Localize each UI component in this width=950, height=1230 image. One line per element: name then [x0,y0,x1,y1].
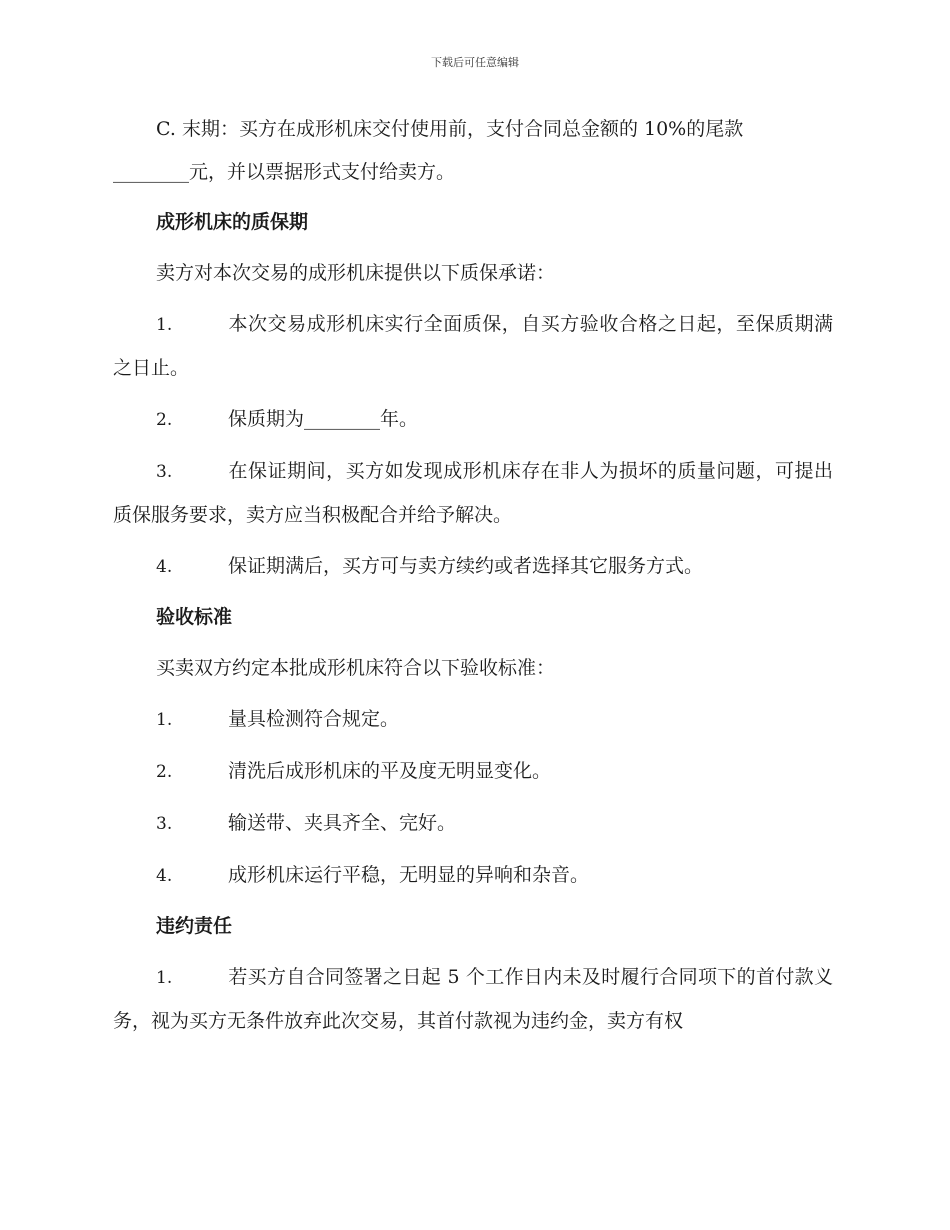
warranty-intro: 卖方对本次交易的成形机床提供以下质保承诺： [156,262,556,284]
list-number: 1. [156,968,173,988]
warranty-item-2 [113,398,833,442]
list-number: 3. [156,814,173,834]
final-payment-text-after: 元，并以票据形式支付给卖方。 [189,161,456,183]
breach-heading: 违约责任 [156,915,233,937]
list-item-text: 若买方自合同签署之日起 5 个工作日内未及时履行合同项下的首付款义务，视为买方无条件放弃此次交易，其首付款视为违约金，卖方有权 [113,966,833,1032]
list-number: 3. [156,462,173,482]
warranty-item-3 [113,450,833,537]
warranty-period-blank: ________ [304,408,381,430]
list-number: 4. [156,866,173,886]
acceptance-item-4 [113,854,833,898]
final-payment-text-before: C. 末期：买方在成形机床交付使用前，支付合同总金额的 10%的尾款 [156,118,744,140]
warranty-item-1 [113,303,833,390]
final-payment-blank: ________ [113,161,189,183]
list-item-text: 输送带、夹具齐全、完好。 [228,812,457,834]
list-item-text-after: 年。 [380,408,419,430]
acceptance-item-1 [113,698,833,742]
list-item-text: 保证期满后，买方可与卖方续约或者选择其它服务方式。 [228,555,704,577]
warranty-heading: 成形机床的质保期 [156,211,309,233]
list-number: 2. [156,762,173,782]
list-item-text: 成形机床运行平稳，无明显的异响和杂音。 [228,864,590,886]
list-item-text-before: 保质期为 [228,408,305,430]
acceptance-item-2 [113,750,833,794]
document-body [113,108,833,1043]
warranty-item-4 [113,545,833,589]
acceptance-item-3 [113,802,833,846]
list-item-text: 量具检测符合规定。 [228,708,400,730]
final-payment-paragraph [113,108,833,194]
list-number: 4. [156,557,173,577]
list-number: 2. [156,410,173,430]
acceptance-heading: 验收标准 [156,606,233,628]
list-item-text: 清洗后成形机床的平及度无明显变化。 [228,760,552,782]
header-note: 下载后可任意编辑 [431,56,519,69]
list-item-text: 在保证期间，买方如发现成形机床存在非人为损坏的质量问题，可提出质保服务要求，卖方应当积极配合并给予解决。 [113,460,833,526]
breach-item-1 [113,956,833,1043]
list-item-text: 本次交易成形机床实行全面质保，自买方验收合格之日起，至保质期满之日止。 [113,313,833,379]
list-number: 1. [156,315,173,335]
acceptance-intro: 买卖双方约定本批成形机床符合以下验收标准： [156,657,556,679]
list-number: 1. [156,710,173,730]
